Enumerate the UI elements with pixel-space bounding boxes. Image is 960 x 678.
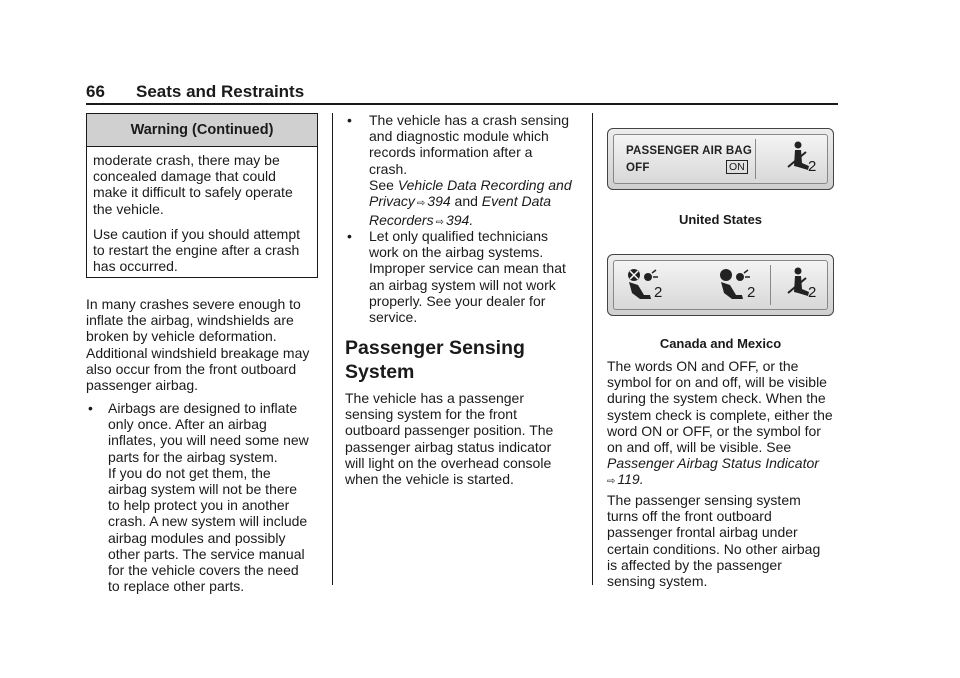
seat-number: 2: [747, 284, 756, 301]
on-label: ON: [726, 160, 748, 174]
text-line: system check is complete, either the: [607, 406, 833, 423]
bullet-mark: •: [347, 228, 352, 244]
text-line: crash. A new system will include: [108, 513, 308, 530]
text-line: broken by vehicle deformation.: [86, 328, 277, 345]
text-line: passenger airbag.: [86, 377, 199, 394]
text-line: airbag system will not be there: [108, 481, 298, 498]
col2-bullet-2: [369, 228, 566, 325]
seat-number: 2: [654, 284, 663, 301]
panel-divider: [755, 139, 756, 179]
warning-text-1: [93, 152, 293, 217]
text-line: inflate the airbag, windshields are: [86, 312, 294, 329]
text-line: concealed damage that could: [93, 168, 276, 185]
text-line: airbag modules and possibly: [108, 529, 286, 546]
col1-bullet: [108, 400, 309, 594]
text-line: [369, 193, 572, 212]
text-line: The vehicle has a crash sensing: [369, 112, 569, 128]
text-line: also occur from the front outboard: [86, 360, 297, 377]
page-number: 66: [86, 82, 105, 101]
section-title: Seats and Restraints: [136, 82, 305, 101]
us-indicator-panel: [607, 128, 834, 190]
link-event-data-recorders[interactable]: Event Data: [481, 193, 552, 210]
col2-paragraph: [345, 390, 553, 487]
text-line: The words ON and OFF, or the: [607, 358, 799, 374]
bullet-mark: •: [347, 112, 352, 128]
seat-number: 2: [808, 284, 817, 301]
text-line: Let only qualified technicians: [369, 228, 549, 244]
bullet-mark: •: [88, 400, 93, 416]
column-divider-1: [332, 113, 333, 585]
text-line: sensing system.: [607, 573, 708, 590]
text-line: records information after a: [369, 144, 533, 161]
text-line: properly. See your dealer for: [369, 292, 546, 309]
text-line: on and off, will be visible. See: [607, 439, 792, 456]
text-line: inflates, you will need some new: [108, 432, 309, 449]
section-heading: [345, 336, 525, 384]
text-line: passenger frontal airbag under: [607, 524, 798, 541]
text-line: turns off the front outboard: [607, 508, 772, 525]
page-ref-arrow-icon: ⇨: [607, 476, 616, 488]
text-line: service.: [369, 309, 418, 326]
link-event-data-recorders-cont[interactable]: Recorders: [369, 212, 434, 229]
link-passenger-airbag-status[interactable]: Passenger Airbag Status Indicator: [607, 455, 819, 472]
text-line: Airbags are designed to inflate: [108, 400, 298, 416]
page-ref-arrow-icon: ⇨: [416, 198, 426, 210]
col3-paragraph-1: [607, 358, 833, 491]
col1-paragraph: [86, 296, 309, 393]
page-ref-394[interactable]: 394: [427, 193, 451, 210]
page-ref-394-b[interactable]: 394.: [445, 212, 474, 229]
text-line: If you do not get them, the: [108, 464, 271, 481]
text-line: moderate crash, there may be: [93, 152, 280, 168]
text-line: parts for the airbag system.: [108, 448, 278, 465]
col2-bullet-1: [369, 112, 572, 231]
text-line: is affected by the passenger: [607, 556, 782, 573]
text-line: has occurred.: [93, 258, 178, 275]
page-ref-arrow-icon: ⇨: [435, 217, 444, 229]
text-line: to help protect you in another: [108, 497, 290, 514]
text-line: In many crashes severe enough to: [86, 296, 301, 312]
warning-text-2: [93, 226, 300, 275]
text-line: work on the airbag systems.: [369, 244, 544, 261]
warning-title: Warning (Continued): [87, 114, 317, 147]
col3-paragraph-2: [607, 492, 820, 589]
text-line: outboard passenger position. The: [345, 422, 554, 439]
link-vehicle-data-recording[interactable]: Vehicle Data Recording and: [397, 176, 572, 193]
text-line: and diagnostic module which: [369, 128, 549, 145]
heading-line: System: [345, 361, 415, 383]
text-line: Improper service can mean that: [369, 260, 566, 277]
text-line: sensing system for the front: [345, 406, 517, 423]
see-label: See: [369, 176, 394, 193]
us-caption: United States: [678, 212, 763, 227]
seat-number: 2: [808, 158, 817, 175]
text-line: symbol for on and off, will be visible: [607, 374, 827, 391]
text-line: [607, 471, 833, 490]
heading-line: Passenger Sensing: [345, 337, 525, 359]
text-line: passenger airbag status indicator: [345, 438, 552, 455]
text-line: to restart the engine after a crash: [93, 242, 300, 259]
text-line: the vehicle.: [93, 200, 164, 217]
text-line: The vehicle has a passenger: [345, 390, 524, 406]
column-divider-2: [592, 113, 593, 585]
off-label: OFF: [626, 162, 650, 174]
page-ref-119[interactable]: 119.: [617, 471, 644, 488]
text-line: Use caution if you should attempt: [93, 226, 301, 242]
text-line: make it difficult to safely operate: [93, 184, 293, 201]
text-line: an airbag system will not work: [369, 276, 556, 293]
text-line: when the vehicle is started.: [345, 471, 514, 488]
text-line: crash.: [369, 160, 408, 177]
and-word: and: [454, 193, 478, 210]
header-rule: [86, 103, 838, 105]
text-line: The passenger sensing system: [607, 492, 801, 508]
link-vehicle-data-recording-cont[interactable]: Privacy: [369, 193, 415, 210]
text-line: [369, 177, 572, 193]
canada-caption: Canada and Mexico: [659, 336, 782, 351]
canada-indicator-panel: [607, 254, 834, 316]
text-line: during the system check. When the: [607, 390, 826, 407]
text-line: word ON or OFF, or the symbol for: [607, 422, 821, 439]
passenger-air-bag-label: PASSENGER AIR BAG: [626, 145, 753, 157]
text-line: to replace other parts.: [108, 578, 245, 595]
text-line: certain conditions. No other airbag: [607, 540, 821, 557]
panel-divider: [770, 265, 771, 305]
text-line: Additional windshield breakage may: [86, 344, 310, 361]
text-line: for the vehicle covers the need: [108, 562, 299, 579]
text-line: only once. After an airbag: [108, 416, 267, 433]
text-line: other parts. The service manual: [108, 545, 305, 562]
text-line: will light on the overhead console: [345, 454, 552, 471]
